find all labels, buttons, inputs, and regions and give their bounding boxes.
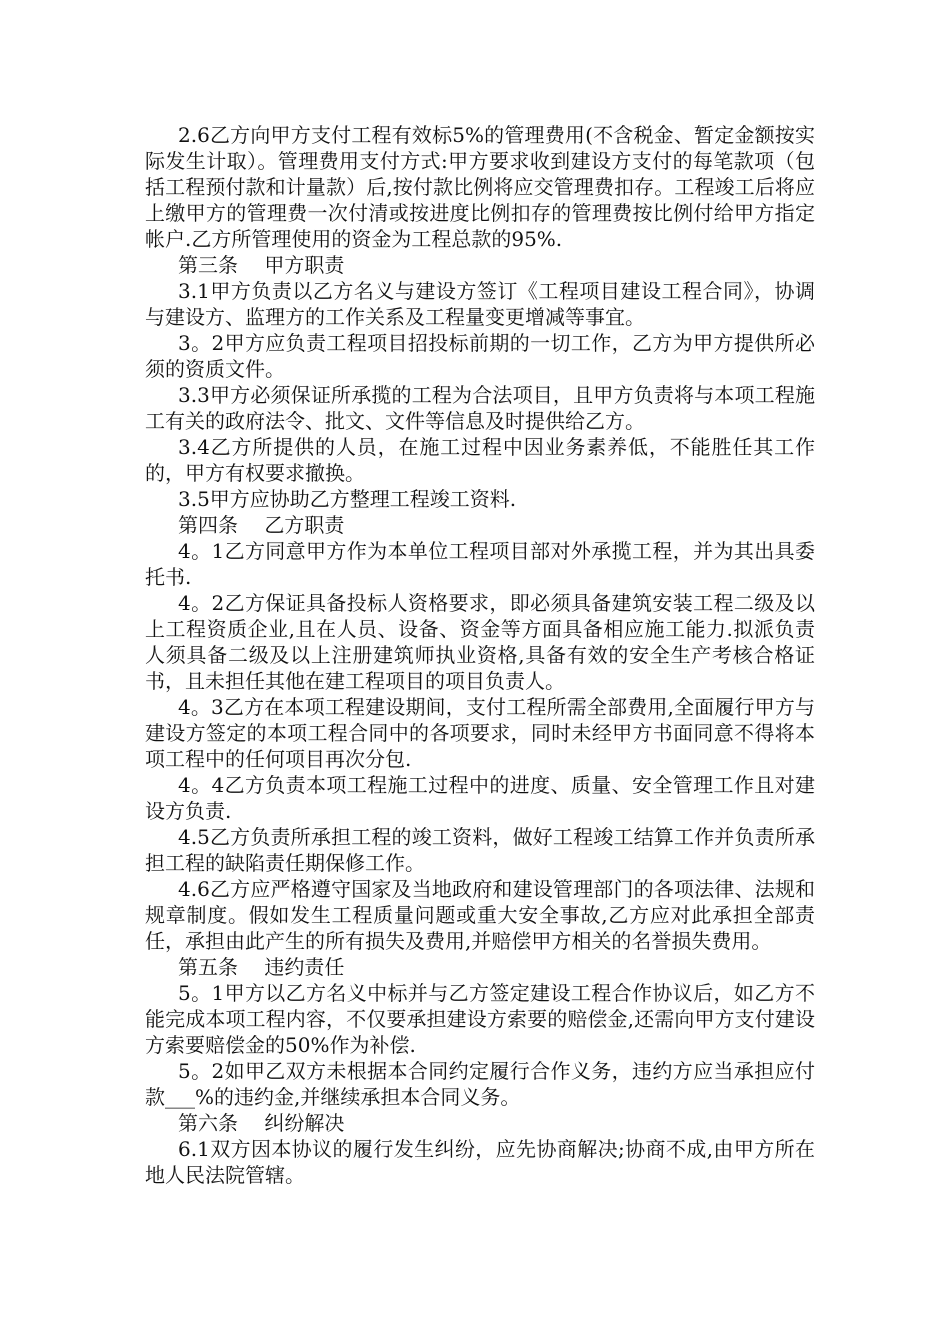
clause-4-1: 4。1乙方同意甲方作为本单位工程项目部对外承揽工程，并为其出具委托书. [145, 539, 815, 589]
clause-5-2: 5。2如甲乙双方未根据本合同约定履行合作义务，违约方应当承担应付款___%的违约金,并继续承担本合同义务。 [145, 1059, 815, 1109]
article-5-heading: 第五条 违约责任 [178, 955, 345, 979]
article-4-heading: 第四条 乙方职责 [178, 513, 345, 537]
article-3-heading: 第三条 甲方职责 [178, 253, 345, 277]
clause-4-3: 4。3乙方在本项工程建设期间，支付工程所需全部费用,全面履行甲方与建设方签定的本项工程合同中的各项要求，同时未经甲方书面同意不得将本项工程中的任何项目再次分包. [145, 695, 815, 771]
clause-2-6: 2.6乙方向甲方支付工程有效标5%的管理费用(不含税金、暂定金额按实际发生计取）。管理费用支付方式:甲方要求收到建设方支付的每笔款项（包括工程预付款和计量款）后,按付款比例将应交管理费扣存。工程竣工后将应上缴甲方的管理费一次付清或按进度比例扣存的管理费按比例付给甲方指定帐户.乙方所管理使用的资金为工程总款的95%. [145, 123, 815, 251]
clause-4-6: 4.6乙方应严格遵守国家及当地政府和建设管理部门的各项法律、法规和规章制度。假如发生工程质量问题或重大安全事故,乙方应对此承担全部责任，承担由此产生的所有损失及费用,并赔偿甲方相关的名誉损失费用。 [145, 877, 815, 953]
clause-4-5: 4.5乙方负责所承担工程的竣工资料，做好工程竣工结算工作并负责所承担工程的缺陷责任期保修工作。 [145, 825, 815, 875]
clause-5-1: 5。1甲方以乙方名义中标并与乙方签定建设工程合作协议后，如乙方不能完成本项工程内容，不仅要承担建设方索要的赔偿金,还需向甲方支付建设方索要赔偿金的50%作为补偿. [145, 981, 815, 1057]
article-6-heading: 第六条 纠纷解决 [178, 1111, 345, 1135]
clause-3-5: 3.5甲方应协助乙方整理工程竣工资料. [178, 487, 517, 511]
clause-3-4: 3.4乙方所提供的人员，在施工过程中因业务素养低，不能胜任其工作的，甲方有权要求撤换。 [145, 435, 815, 485]
clause-4-2: 4。2乙方保证具备投标人资格要求，即必须具备建筑安装工程二级及以上工程资质企业,且在人员、设备、资金等方面具备相应施工能力.拟派负责人须具备二级及以上注册建筑师执业资格,具备有效的安全生产考核合格证书，且未担任其他在建工程项目的项目负责人。 [145, 591, 815, 693]
clause-4-4: 4。4乙方负责本项工程施工过程中的进度、质量、安全管理工作且对建设方负责. [145, 773, 815, 823]
document-body [145, 122, 815, 1188]
clause-3-2: 3。2甲方应负责工程项目招投标前期的一切工作，乙方为甲方提供所必须的资质文件。 [145, 331, 815, 381]
clause-3-1: 3.1甲方负责以乙方名义与建设方签订《工程项目建设工程合同》，协调与建设方、监理方的工作关系及工程量变更增减等事宜。 [145, 279, 815, 329]
clause-3-3: 3.3甲方必须保证所承揽的工程为合法项目，且甲方负责将与本项工程施工有关的政府法令、批文、文件等信息及时提供给乙方。 [145, 383, 815, 433]
clause-6-1: 6.1双方因本协议的履行发生纠纷，应先协商解决;协商不成,由甲方所在地人民法院管辖。 [145, 1137, 815, 1187]
